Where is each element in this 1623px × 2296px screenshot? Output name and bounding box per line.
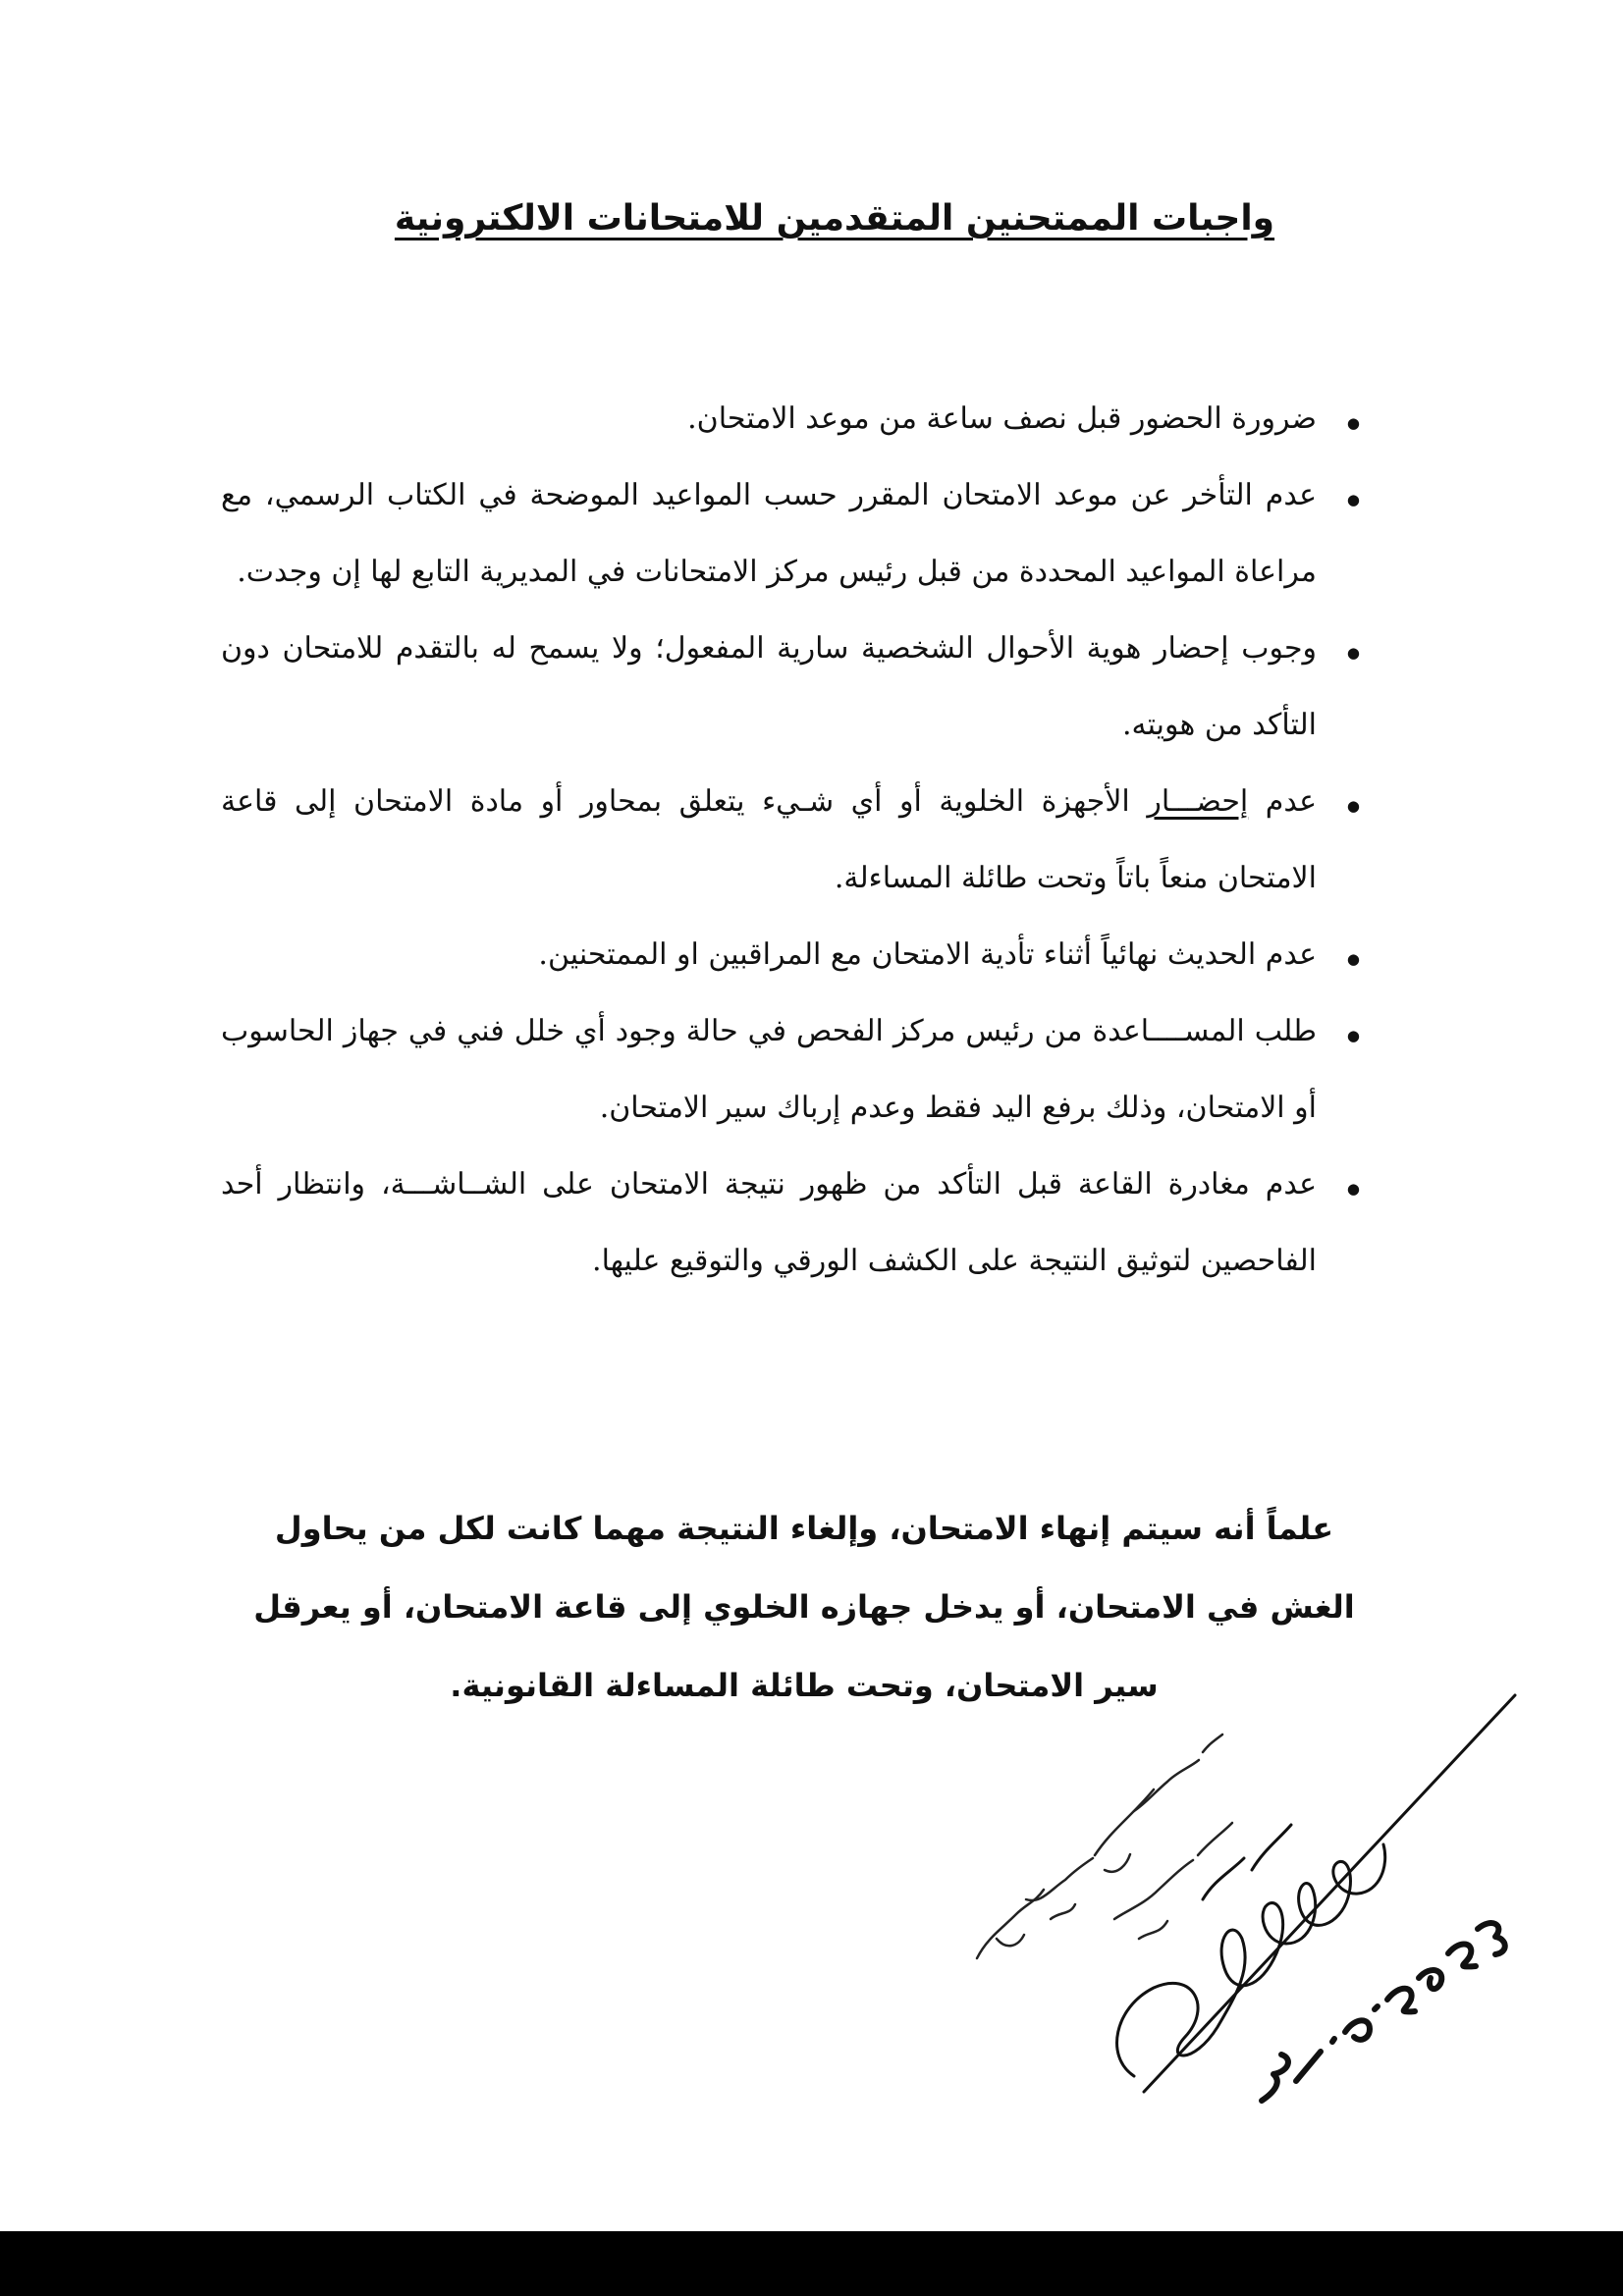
rule-text: وجوب إحضار هوية الأحوال الشخصية سارية المفعول؛ ولا يسمح له بالتقدم للامتحان دون التأكد من هويته. (221, 631, 1317, 742)
rule-text: ضرورة الحضور قبل نصف ساعة من موعد الامتحان. (687, 401, 1317, 436)
rule-text: عدم مغادرة القاعة قبل التأكد من ظهور نتيجة الامتحان على الشــاشـــة، وانتظار أحد الفاحصين لتوثيق النتيجة على الكشف الورقي والتوقيع عليها. (221, 1167, 1317, 1278)
signature-drawing (957, 1693, 1546, 2115)
rule-prefix: عدم (1248, 784, 1317, 819)
handwritten-signature (957, 1693, 1546, 2115)
rule-text: عدم التأخر عن موعد الامتحان المقرر حسب المواعيد الموضحة في الكتاب الرسمي، مع مراعاة المواعيد المحددة من قبل رئيس مركز الامتحانات في المديرية التابع لها إن وجدت. (221, 478, 1317, 589)
rule-text: الأجهزة الخلوية أو أي شـيء يتعلق بمحاور أو مادة الامتحان إلى قاعة الامتحان منعاً باتاً وتحت طائلة المساءلة. (221, 784, 1317, 895)
rule-item (221, 1147, 1360, 1300)
rule-item (221, 993, 1360, 1147)
rule-text: طلب المســــاعدة من رئيس مركز الفحص في حالة وجود أي خلل فني في جهاز الحاسوب أو الامتحان، وذلك برفع اليد فقط وعدم إرباك سير الامتحان. (221, 1014, 1317, 1125)
scan-border-bottom (0, 2231, 1623, 2296)
legal-notice: علماً أنه سيتم إنهاء الامتحان، وإلغاء النتيجة مهما كانت لكل من يحاول الغش في الامتحان، أو يدخل جهازه الخلوي إلى قاعة الامتحان، أو يعرقل سير الامتحان، وتحت طائلة المساءلة القانونية. (253, 1510, 1355, 1704)
rule-underlined-word: إحضـــار (1147, 784, 1249, 819)
rule-item (221, 457, 1360, 611)
rule-item (221, 611, 1360, 764)
document-title: واجبات الممتحنين المتقدمين للامتحانات الالكترونية (394, 198, 1275, 239)
rule-item (221, 381, 1360, 457)
rule-text: عدم الحديث نهائياً أثناء تأدية الامتحان مع المراقبين او الممتحنين. (538, 937, 1317, 972)
rules-list (221, 381, 1387, 1300)
rule-item (221, 764, 1360, 917)
rule-item (221, 917, 1360, 993)
